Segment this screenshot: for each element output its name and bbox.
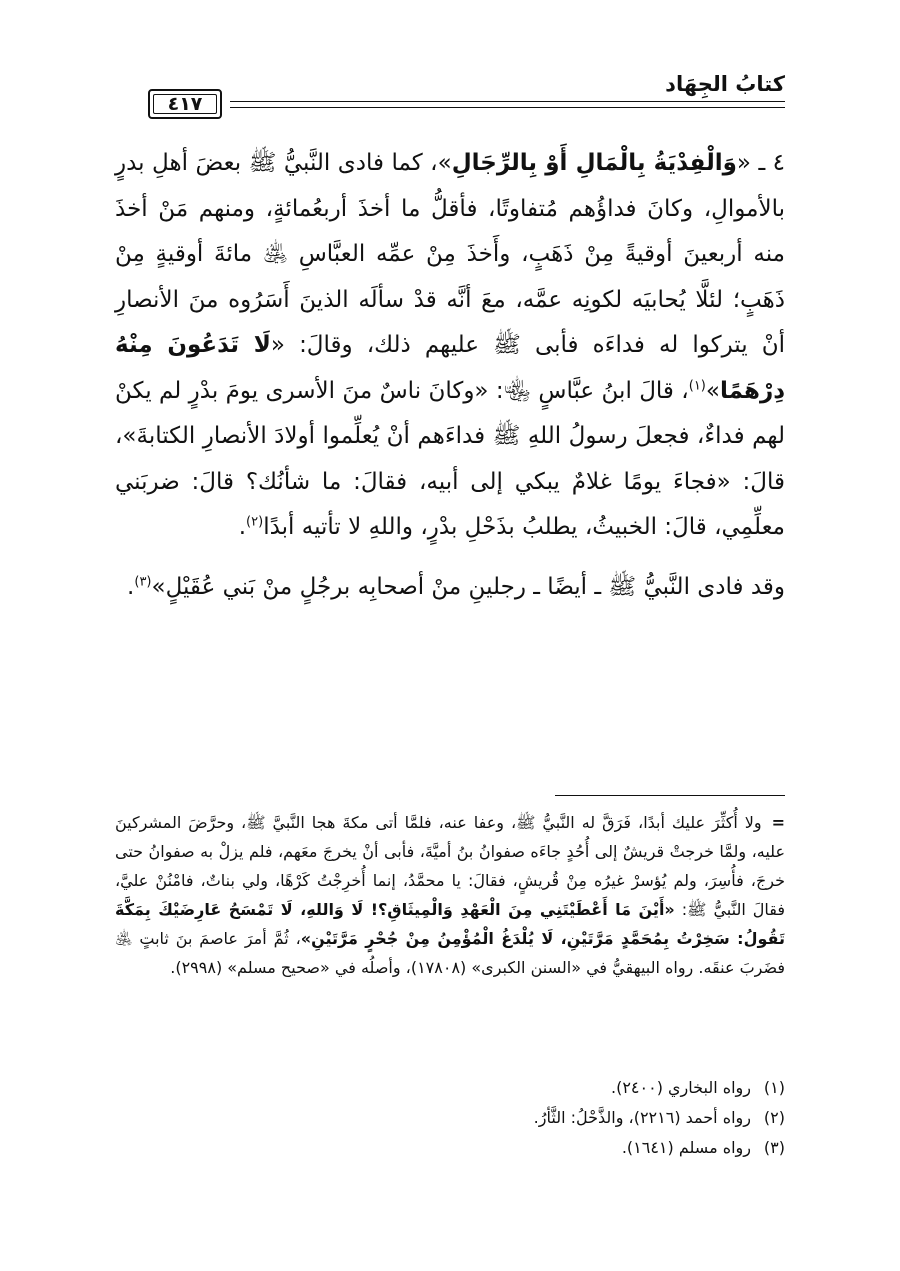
footnote-item	[115, 1133, 785, 1163]
footnote-hadith-quote: «أَيْنَ مَا أَعْطَيْتَنِي مِنَ الْعَهْدِ وَالْمِيثَاقِ؟! لَا وَاللهِ، لَا تَمْسَحُ عَارِضَيْكَ بِمَكَّةَ تَقُولُ: سَخِرْتُ بِمُحَمَّدٍ مَرَّتَيْنِ، لَا يُلْدَغُ الْمُؤْمِنُ مِنْ جُحْرٍ مَرَّتَيْنِ»	[115, 900, 786, 948]
footnote-number: (١)	[763, 1078, 785, 1097]
footnote-text: رواه مسلم (١٦٤١).	[621, 1138, 751, 1157]
footnote-separator	[555, 795, 785, 796]
chapter-title: كتابُ الجِهَاد	[665, 72, 785, 96]
paragraph-end: .	[127, 573, 135, 600]
main-paragraph-2	[115, 565, 785, 611]
main-text	[115, 141, 785, 610]
footnote-text: رواه البخاري (٢٤٠٠).	[611, 1078, 751, 1097]
page-number-frame	[148, 89, 222, 119]
hadith-quote: لَا تَدَعُونَ مِنْهُ دِرْهَمًا	[115, 332, 785, 404]
paragraph-text: ، قالَ ابنُ عبَّاسٍ ﵄: «وكانَ ناسٌ منَ الأسرى يومَ بدْرٍ لم يكنْ لهم فداءٌ، فجعلَ رسولُ اللهِ ﷺ فداءَهم أنْ يُعلِّموا أولادَ الأنصارِ الكتابةَ»، قالَ: «فجاءَ يومًا غلامٌ يبكي إلى أبيه، فقالَ: ما شأنُك؟ قالَ: ضربَني معلِّمِي، قالَ: الخبيثُ، يطلبُ بذَحْلِ بدْرٍ، واللهِ لا تأتيه أبدًا	[115, 377, 785, 540]
footnote-number: (٣)	[763, 1138, 785, 1157]
section-heading: وَالْفِدْيَةُ بِالْمَالِ أَوْ بِالرِّجَالِ	[451, 150, 737, 176]
quote-close: »	[705, 377, 720, 404]
page-number: ٤١٧	[153, 94, 217, 114]
footnote-ref-2[interactable]: (٢)	[246, 514, 264, 530]
header-rule-bottom	[230, 107, 785, 108]
footnote-item	[115, 1103, 785, 1133]
footnote-ref-3[interactable]: (٣)	[134, 573, 152, 589]
footnote-text: ولا أُكثِّرَ عليك أبدًا، فَرَقَّ له النَّبيُّ ﷺ، وعفا عنه، فلمَّا أتى مكةَ هجا النَّبيَّ ﷺ، وحرَّضَ المشركينَ عليه، ولمَّا خرجتْ قريشٌ إلى أُحُدٍ جاءَه صفوانُ بنُ أميَّةَ، فأبى أنْ يخرجَ معَهم، فلم يزلْ به صفوانُ حتى خرجَ، فأُسِرَ، ولم يُؤسرْ غيرُه مِنْ قُريشٍ، فقالَ: يا محمَّدُ، إنما أُخرِجْتُ كَرْهًا، ولي بناتٌ، فامْنُنْ عليَّ، فقالَ النَّبيُّ ﷺ:	[115, 813, 785, 919]
header-rule-top	[230, 101, 785, 102]
footnote-text: رواه أحمد (٢٢١٦)، والذَّحْلُ: الثَّأرُ.	[533, 1108, 751, 1127]
footnote-list	[115, 1073, 785, 1163]
footnote-continuation	[115, 808, 785, 982]
paragraph-text: وقد فادى النَّبيُّ ﷺ ـ أيضًا ـ رجلينِ منْ أصحابِه برجُلٍ منْ بَني عُقَيْلٍ»	[151, 573, 785, 600]
paragraph-end: .	[238, 514, 247, 540]
continuation-marker: =	[771, 813, 785, 832]
footnote-item	[115, 1073, 785, 1103]
footnote-ref-1[interactable]: (١)	[688, 377, 706, 393]
paragraph-number: ٤ ـ «	[736, 150, 786, 176]
footnote-continuation-text	[115, 808, 785, 982]
paragraph-text: »، كما فادى النَّبيُّ ﷺ بعضَ أهلِ بدرٍ بالأموالِ، وكانَ فداؤُهم مُتفاوتًا، فأقلُّ ما أخذَ أربعُمائةٍ، ومنهم مَنْ أخذَ منه أربعينَ أوقيةً مِنْ ذَهَبٍ، وأَخذَ مِنْ عمِّه العبَّاسِ ﵁ مائةَ أوقيةٍ مِنْ ذَهَبٍ؛ لئلَّا يُحابيَه لكونِه عمَّه، معَ أنَّه قدْ سألَه الذينَ أَسَرُوه منَ الأنصارِ أنْ يتركوا له فداءَه فأبى ﷺ عليهم ذلك، وقالَ: «	[115, 150, 785, 358]
main-paragraph-1	[115, 141, 785, 551]
footnote-number: (٢)	[763, 1108, 785, 1127]
footnote-text: ، ثُمَّ أمرَ عاصمَ بنَ ثابتٍ ﵁ فضَربَ عنقَه. رواه البيهقيُّ في «السنن الكبرى» (١٧٨٠٨)، وأصلُه في «صحيح مسلم» (٢٩٩٨).	[115, 929, 785, 977]
